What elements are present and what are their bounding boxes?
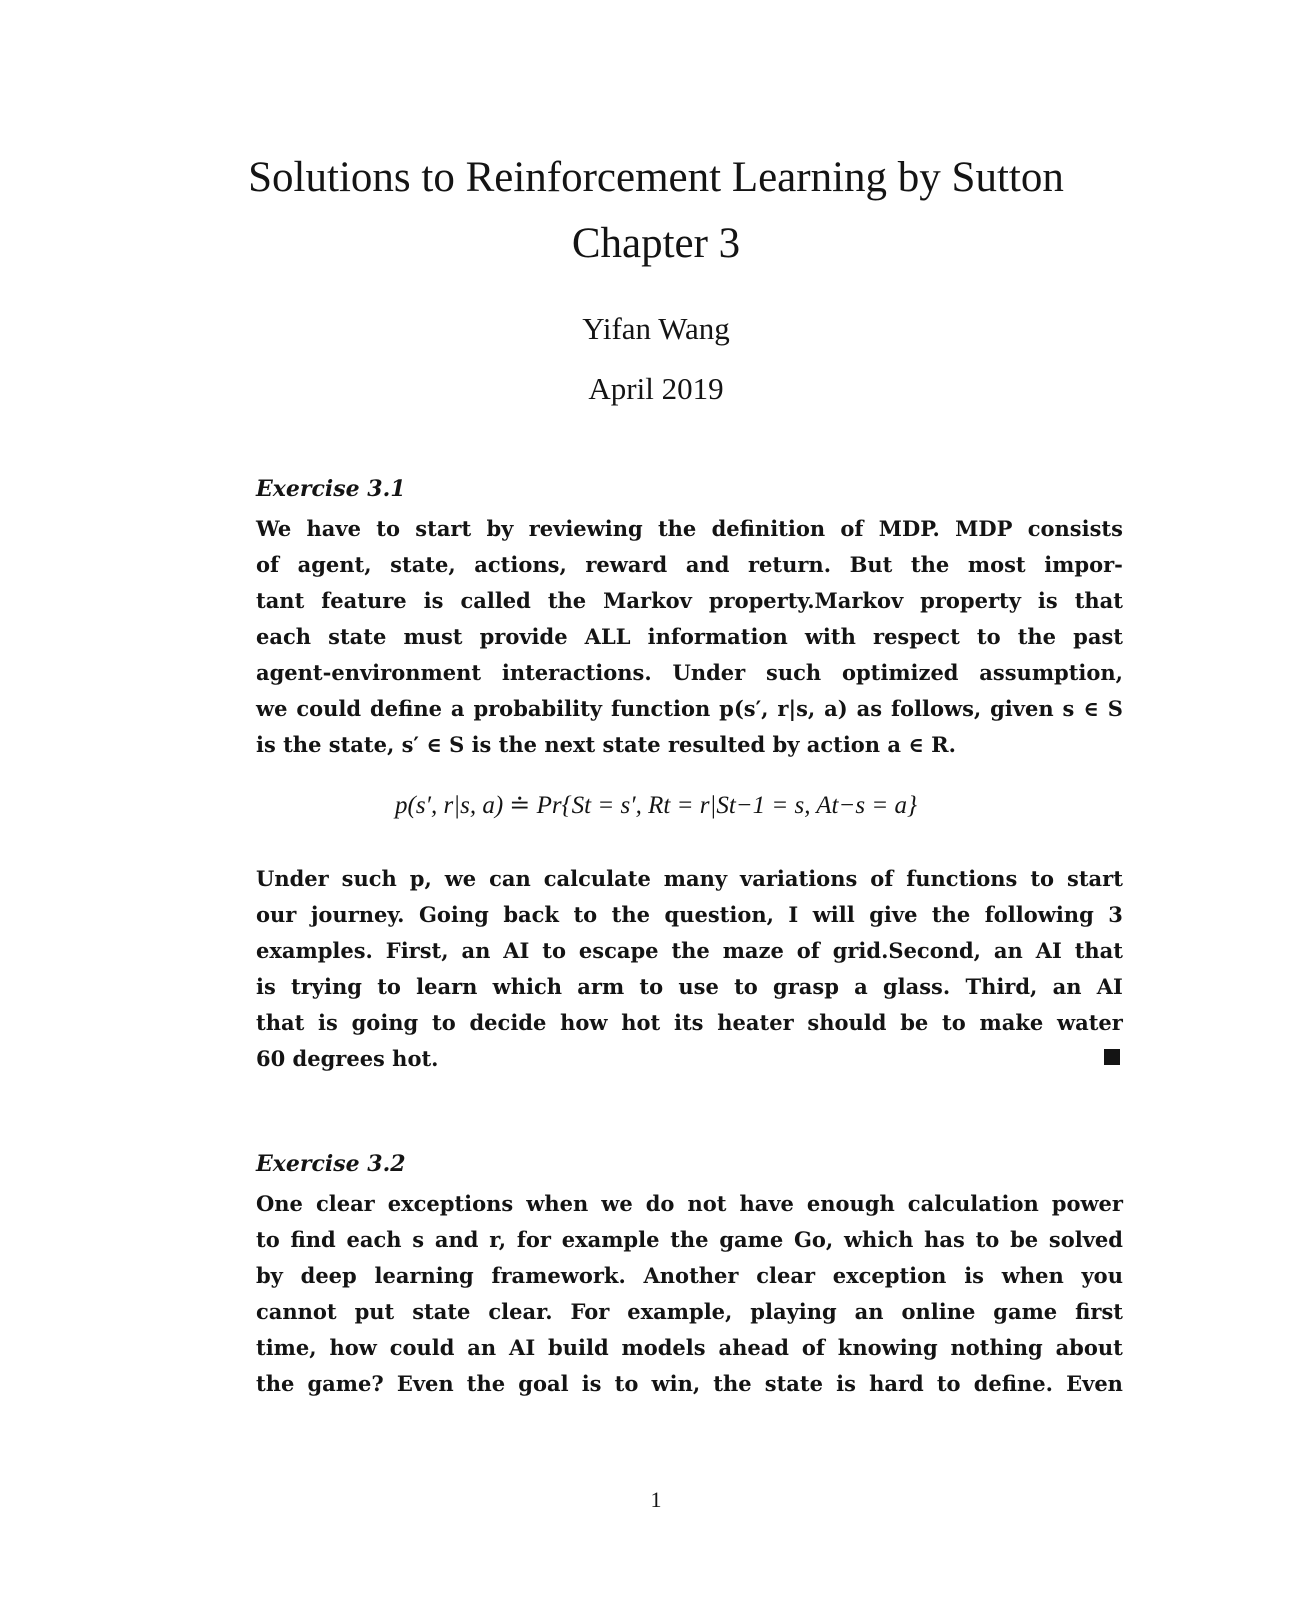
exercise-3-1-line-5: agent-environment interactions. Under such optimized assumption, (256, 660, 1123, 685)
exercise-3-2-heading: Exercise 3.2 (256, 1151, 406, 1177)
document-title-line-2: Chapter 3 (571, 220, 741, 267)
exercise-3-1-line-7: is the state, s′ ∈ S is the next state resulted by action a ∈ R. (256, 732, 956, 757)
exercise-3-1-line-1: We have to start by reviewing the definition of MDP. MDP consists (256, 516, 1123, 541)
exercise-3-1-line-11: is trying to learn which arm to use to grasp a glass. Third, an AI (256, 974, 1123, 999)
exercise-3-1-line-13: 60 degrees hot. (256, 1046, 439, 1071)
document-date: April 2019 (588, 371, 724, 406)
exercise-3-2-line-2: to find each s and r, for example the game Go, which has to be solved (256, 1227, 1123, 1252)
exercise-3-2-line-5: time, how could an AI build models ahead of knowing nothing about (256, 1335, 1123, 1360)
exercise-3-1-line-12: that is going to decide how hot its heater should be to make water (256, 1010, 1123, 1035)
exercise-3-2-line-1: One clear exceptions when we do not have enough calculation power (256, 1191, 1123, 1216)
exercise-3-1-line-10: examples. First, an AI to escape the maze of grid.Second, an AI that (256, 938, 1123, 963)
author-name: Yifan Wang (582, 311, 730, 346)
exercise-3-1-line-4: each state must provide ALL information with respect to the past (256, 624, 1123, 649)
exercise-3-1-line-6: we could define a probability function p(s′, r|s, a) as follows, given s ∈ S (256, 696, 1123, 721)
exercise-3-1-line-3: tant feature is called the Markov property.Markov property is that (256, 588, 1123, 613)
exercise-3-2-line-3: by deep learning framework. Another clear exception is when you (256, 1263, 1123, 1288)
exercise-3-1-line-9: our journey. Going back to the question, I will give the following 3 (256, 902, 1123, 927)
exercise-3-2-line-6: the game? Even the goal is to win, the state is hard to define. Even (256, 1371, 1123, 1396)
document-title-line-1: Solutions to Reinforcement Learning by Sutton (248, 154, 1064, 201)
exercise-3-1-line-2: of agent, state, actions, reward and return. But the most impor- (256, 552, 1123, 577)
qed-square-icon (1104, 1049, 1120, 1065)
page-number: 1 (650, 1487, 662, 1512)
transition-probability-equation: p(s′, r|s, a) ≐ Pr{St = s′, Rt = r|St−1 = s, At−s = a} (395, 792, 917, 819)
exercise-3-1-heading: Exercise 3.1 (256, 476, 406, 502)
exercise-3-2-line-4: cannot put state clear. For example, playing an online game first (256, 1299, 1123, 1324)
exercise-3-1-line-8: Under such p, we can calculate many variations of functions to start (256, 866, 1123, 891)
